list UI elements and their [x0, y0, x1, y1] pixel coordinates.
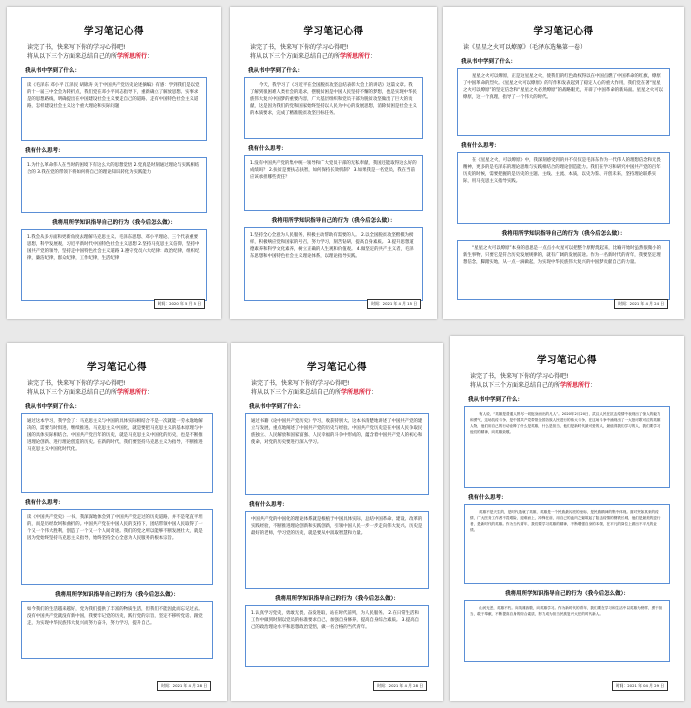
page-title: 学习笔记心得 — [536, 355, 597, 366]
act-section-title: 我将用所学知识指导自己的行为（我今后怎么做）： — [275, 596, 399, 602]
act-section-title: 我将用所学知识指导自己的行为（我今后怎么做）： — [52, 220, 176, 226]
think-section-title: 我有什么思考： — [468, 495, 507, 501]
learn-box: 星星之火可以燎原，正是这星星之火，使我们的红色政权得以在中国点燃了中国革命的红旗，燎原了中国革命的烈火。《星星之火可以燎原》的写作和发表起到了稳定人心的重大作用，我们党在著“星星之火可以燎原”的坚定信念和“星星之火必然燎原”的战略眼光，开辟了中国革命的新局面。星星之火可以燎原，这一个真理，指导了一个伟大的时代。 — [457, 68, 670, 136]
intro-line-2: 将从以下三个方面来总结自己的所学所思所行： — [250, 53, 377, 60]
think-box: 读《中国共产党史》一书，我深深地体会到了中国共产党走过的历史道路，并不是笔直平坦的，而是历经坎坷和曲折的。中国共产党在中国人民的支持下，团结带领中国人民取得了一个又一个伟大胜利，创造了一个又一个人间奇迹。我们的党之所以能够不断发展壮大，就是因为党始终坚持马克思主义指导，始终坚持全心全意为人民服务的根本宗旨。 — [21, 509, 213, 585]
act-box: 1.坚持全心全意为人民服务，积极主动帮助有需要的人。 2.以全国脱贫攻坚楷模为榜样，积极响应党和国家的号召，努力学习，刻苦钻研，提高自身素质。 3.提升思想道德素养和科学文化素养，树立正确的人生观和价值观。 4.做坚定的共产主义者，毛泽东思想和中国特色社会主义理论体系，以理论指导实践。 — [244, 227, 423, 301]
learn-box: 今天，我学习了《习近平在全国脱贫攻坚总结表彰大会上的讲话》这篇文章。我了解到很困难人类社会的追求，摆脱贫困是中国人民坚持不懈的梦想，也是实现中华民族伟大复兴中国梦的重要内容，广大基层组织和党员干部为脱贫攻坚做出了巨大的贡献，这是因为我们的党和国家始终坚持以人民为中心的发展思想，消除贫困是社会主义的本质要求，完成了精准脱贫攻坚目标任务。 — [244, 77, 423, 139]
page-title: 学习笔记心得 — [533, 26, 594, 37]
intro-line-2: 将从以下三个方面来总结自己的所学所思所行： — [470, 382, 597, 389]
think-box: 在《星星之火，可以燎原》中，我深刻感受到的并不仅仅是毛泽东作为一代伟人的理想信念和无畏精神，更多的是毛泽东的理论思维与实践相结合的理论创造能力。我们在学习和研究中国共产党的百年历史的时候，需要把握的是历史的主题、主线、主流、本质，以史为鉴、开创未来，坚持理论联系实际，用马克思主义指导实践。 — [457, 152, 670, 224]
think-box: 英雄不是天生的，是时代造就了英雄，英雄是一个民族最闪亮的坐标，是民族精神的集中体现。面对突如其来的疫情，广大医务工作者不畏艰险，迎难而上，冲锋在前，用自己的血肉之躯筑起了阻击疫情的钢铁长城，他们是最美的逆行者，是新时代的英雄。作为当代青年，我们要学习英雄的精神，不断增强自身的本领，在平凡的岗位上做出不平凡的业绩。 — [464, 504, 670, 584]
learn-section-title: 我从书中学到了什么： — [468, 397, 524, 403]
page-title: 学习笔记心得 — [303, 26, 364, 37]
act-box: “星星之火可以燎原”本身的意思是一点点小火星可以把整个原野烧起来，比喻开始时虽然很微小的新生事物，只要它是符合历史发展规律的，就有广阔的发展前途。作为一名新时代的青年，我要坚定理想信念，脚踏实地，从一点一滴做起，为实现中华民族伟大复兴的中国梦贡献自己的力量。 — [457, 240, 670, 300]
learn-box: 通过这本学习，我学会了：马克思主义与中国的具体实际相结合不是一次就能一劳永逸地解决的，需要与时俱进，继续推进。马克思主义中国化，就是要把马克思主义的基本原理与中国的具体实际相结合。中国共产党百年的历史，就是马克思主义中国化的历史，也是不断推进理论创新、进行理论创造的历史。在新的时代，我们要坚持马克思主义为指导，不断推进马克思主义中国化时代化。 — [21, 413, 213, 493]
learn-box: 通过书籍《论中国共产党历史》学习，收获特别大。这本书清楚地讲述了中国共产党的建立与发展，重点地阐述了中国共产党的历史与经验。中国共产党历史是在中国人民争取民族独立、人民解放和国家富强、人民幸福的斗争中形成的，蕴含着中国共产党人的初心和使命，对党的历史要进行深入学习。 — [245, 413, 429, 495]
think-box: 1.没有中国共产党的集中统一领导和广大党员干部的无私奉献，我国还能取得这么好的成绩吗？ 2.扶贫是要扶志扶智，如何保持长效机制？ 3.如果我是一名党员，我在当前应该承担哪些责任？ — [244, 155, 423, 211]
intro-line-1: 读完了书，快来写下你的学习心得吧! — [470, 373, 569, 380]
learn-section-title: 我从书中学到了什么： — [249, 404, 305, 410]
intro-line-1: 读完了书，快来写下你的学习心得吧! — [27, 380, 126, 387]
think-section-title: 我有什么思考： — [25, 500, 64, 506]
learn-section-title: 我从书中学到了什么： — [25, 68, 81, 74]
learn-section-title: 我从书中学到了什么： — [25, 404, 81, 410]
act-box: 1.我会从多方面和更新角度去理解马克思主义、毛泽东思想、邓小平理论、三个代表重要思想，科学发展观，习近平新时代中国特色社会主义思想 2.坚持马克思主义信仰，坚持中国共产党的领导，坚持走中国特色社会主义道路 3.遵守党员六大纪律：政治纪律，组织纪律，廉洁纪律，群众纪律，工作纪律，生活纪律 — [21, 229, 207, 301]
intro-line-1: 读完了书，快来写下你的学习心得吧! — [27, 44, 126, 51]
intro-line-2: 将从以下三个方面来总结自己的所学所思所行： — [251, 389, 378, 396]
think-section-title: 我有什么思考： — [25, 148, 64, 154]
page-title: 学习笔记心得 — [83, 26, 144, 37]
learn-box: 有人说，“英雄是普通人拼尽一切挺身而出的凡人”。2020年2月20日，武汉人民在抗击疫情中表现出了惊人的毅力和勇气，这场抗疫斗争，是中国共产党带领全国各族人民进行的伟大斗争，在这场斗争中涌现出了一大批可歌可泣的英雄人物，他们用自己的行动诠释了什么是英雄，什么是担当，他们是新时代最可爱的人，最值得我们学习的人，我们要学习他们的精神，向英雄致敬。 — [464, 406, 670, 488]
act-box: 1.认真学习党史，勇敢无畏，奋发进取，站在时代前列，为人民服务。 2.在日常生活和工作中做到时刻以党员的标准要求自己，加强自身修养，提高自身综合素质。 3.提高自己的政治理论水平和思想政治觉悟，做一名合格的当代青年。 — [245, 605, 429, 667]
act-box: 如今我们的生活越来越好，党为我们提供了丰富的物质生活，但我们不能因此而忘记过去。没有中国共产党就没有新中国，我要牢记党的历史，践行党的宗旨，坚定不移听党话、跟党走，为实现中华民族伟大复兴而努力奋斗，努力学习，提升自己。 — [21, 601, 213, 659]
time-stamp: 时间：2021 年 4 月 28 日 — [373, 681, 427, 691]
time-stamp: 时间：2021 年 4 月 24 日 — [614, 299, 668, 309]
document-page-4 — [7, 343, 227, 701]
learn-section-title: 我从书中学到了什么： — [248, 68, 304, 74]
learn-box: 读《毛泽东 邓小平 江泽民 胡锦涛 关于中国共产党历史论述摘编》有感：学到我们是以党的十一届三中全会为转折点，我们党在邓小平同志指导下，重新确立了解放思想、实事求是的思想路线，明确提出在中国建设社会主义要走自己的道路、走有中国特色社会主义道路，怎样建设社会主义这个重大理论和实际问题 — [21, 77, 207, 141]
intro-line-2: 将从以下三个方面来总结自己的所学所思所行： — [27, 53, 154, 60]
time-stamp: 时间：2020 年 5 月 5 日 — [154, 299, 205, 309]
intro-line-1: 读《星星之火可以燎原》（毛泽东选集第一卷） — [463, 44, 587, 51]
think-box: 1.为什么革命伟人在当时的困境下有这么大的思想觉悟 2.党真是时刻通过理论与实践相结合的 3.我在党的带领下将如何将自己的理论知识转化为实践能力 — [21, 157, 207, 213]
think-box: 中国共产党的中国化的理论体系就是根植于中国具体实际，总结中国革命、建设、改革的实践经验，不断推进理论创新和实践创新，引领中国人民一步一步走向伟大复兴。历史是最好的老师，学习党的历史，就是要从中汲取智慧和力量。 — [245, 511, 429, 589]
page-title: 学习笔记心得 — [86, 362, 147, 373]
page-title: 学习笔记心得 — [306, 362, 367, 373]
learn-section-title: 我从书中学到了什么： — [461, 59, 517, 65]
think-section-title: 我有什么思考： — [248, 146, 287, 152]
act-section-title: 我将用所学知识指导自己的行为（我今后怎么做）： — [505, 591, 629, 597]
time-stamp: 时间：2021 年 4 月 15 日 — [367, 299, 421, 309]
act-section-title: 我将用所学知识指导自己的行为（我今后怎么做）： — [271, 218, 396, 224]
document-page-2 — [230, 7, 437, 319]
think-section-title: 我有什么思考： — [461, 143, 500, 149]
document-page-6 — [450, 336, 684, 701]
intro-line-2: 将从以下三个方面来总结自己的所学所思所行： — [27, 389, 154, 396]
time-stamp: 时间：2021 年 4 月 28 日 — [157, 681, 211, 691]
act-box: 山河无恙，英雄不朽。向英雄致敬，向英雄学习。作为新时代的青年，我们要在学习和生活中以英雄为榜样，勇于担当，敢于奉献，不断提高自身的综合素质，努力成为担当民族复兴大任的时代新人。 — [464, 600, 670, 662]
document-page-5 — [231, 343, 443, 701]
think-section-title: 我有什么思考： — [249, 502, 288, 508]
document-page-3 — [443, 7, 684, 319]
act-section-title: 我将用所学知识指导自己的行为（我今后怎么做）： — [501, 231, 626, 237]
document-page-1 — [7, 7, 221, 319]
intro-line-1: 读完了书，快来写下你的学习心得吧! — [250, 44, 349, 51]
act-section-title: 我将用所学知识指导自己的行为（我今后怎么做）： — [55, 592, 179, 598]
intro-line-1: 读完了书，快来写下你的学习心得吧! — [251, 380, 350, 387]
time-stamp: 时间：2021 年 04 月 29 日 — [612, 681, 668, 691]
